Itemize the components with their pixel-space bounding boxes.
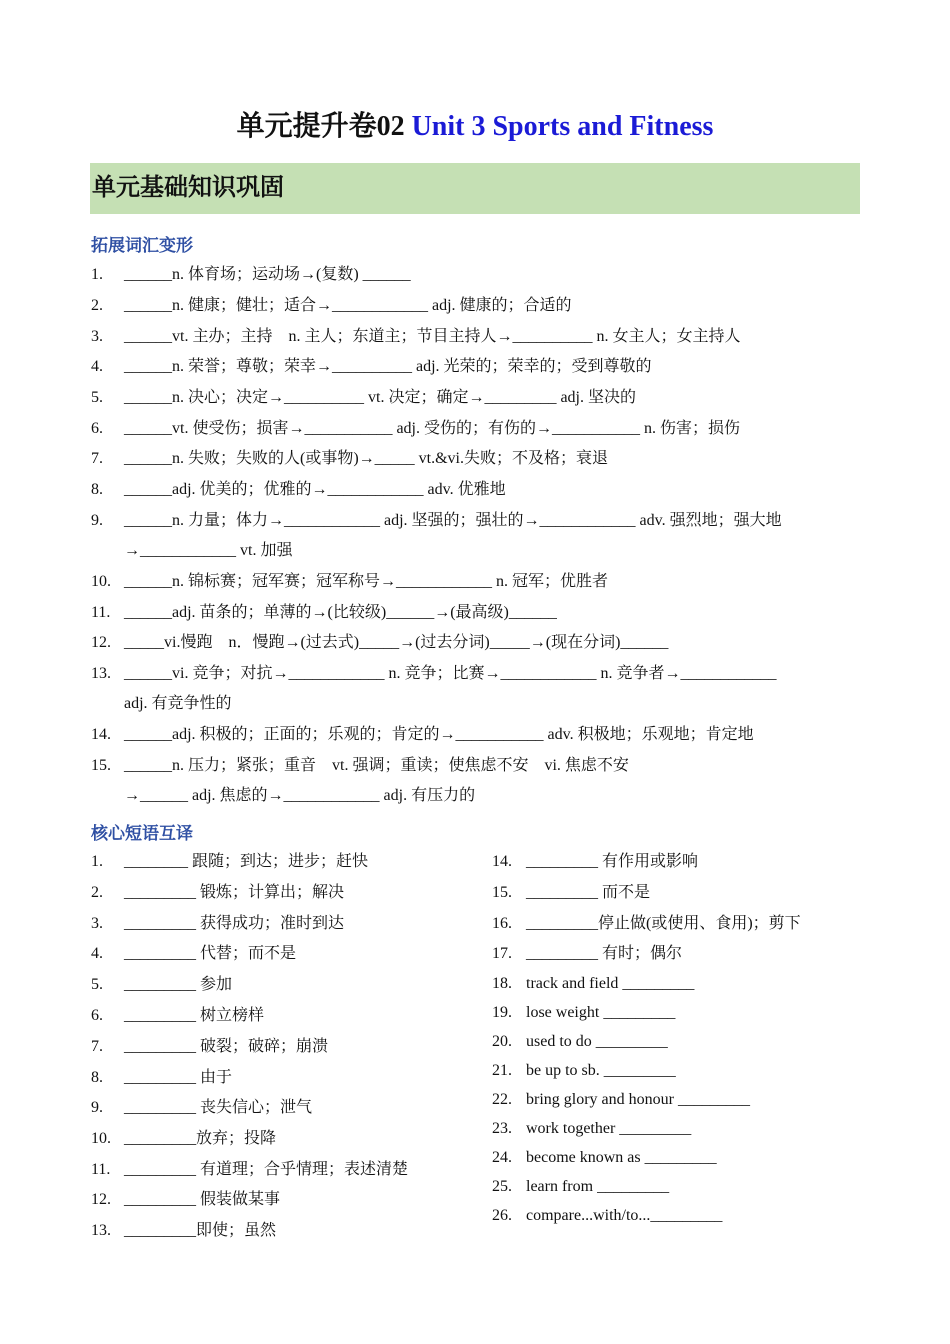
vocab-heading: 拓展词汇变形 bbox=[91, 236, 193, 256]
section-heading: 单元基础知识巩固 bbox=[90, 163, 860, 214]
title-en: Unit 3 Sports and Fitness bbox=[411, 111, 714, 142]
phrases-heading: 核心短语互译 bbox=[91, 824, 193, 844]
page-title bbox=[0, 104, 950, 144]
title-cn: 单元提升卷02 bbox=[236, 111, 405, 142]
